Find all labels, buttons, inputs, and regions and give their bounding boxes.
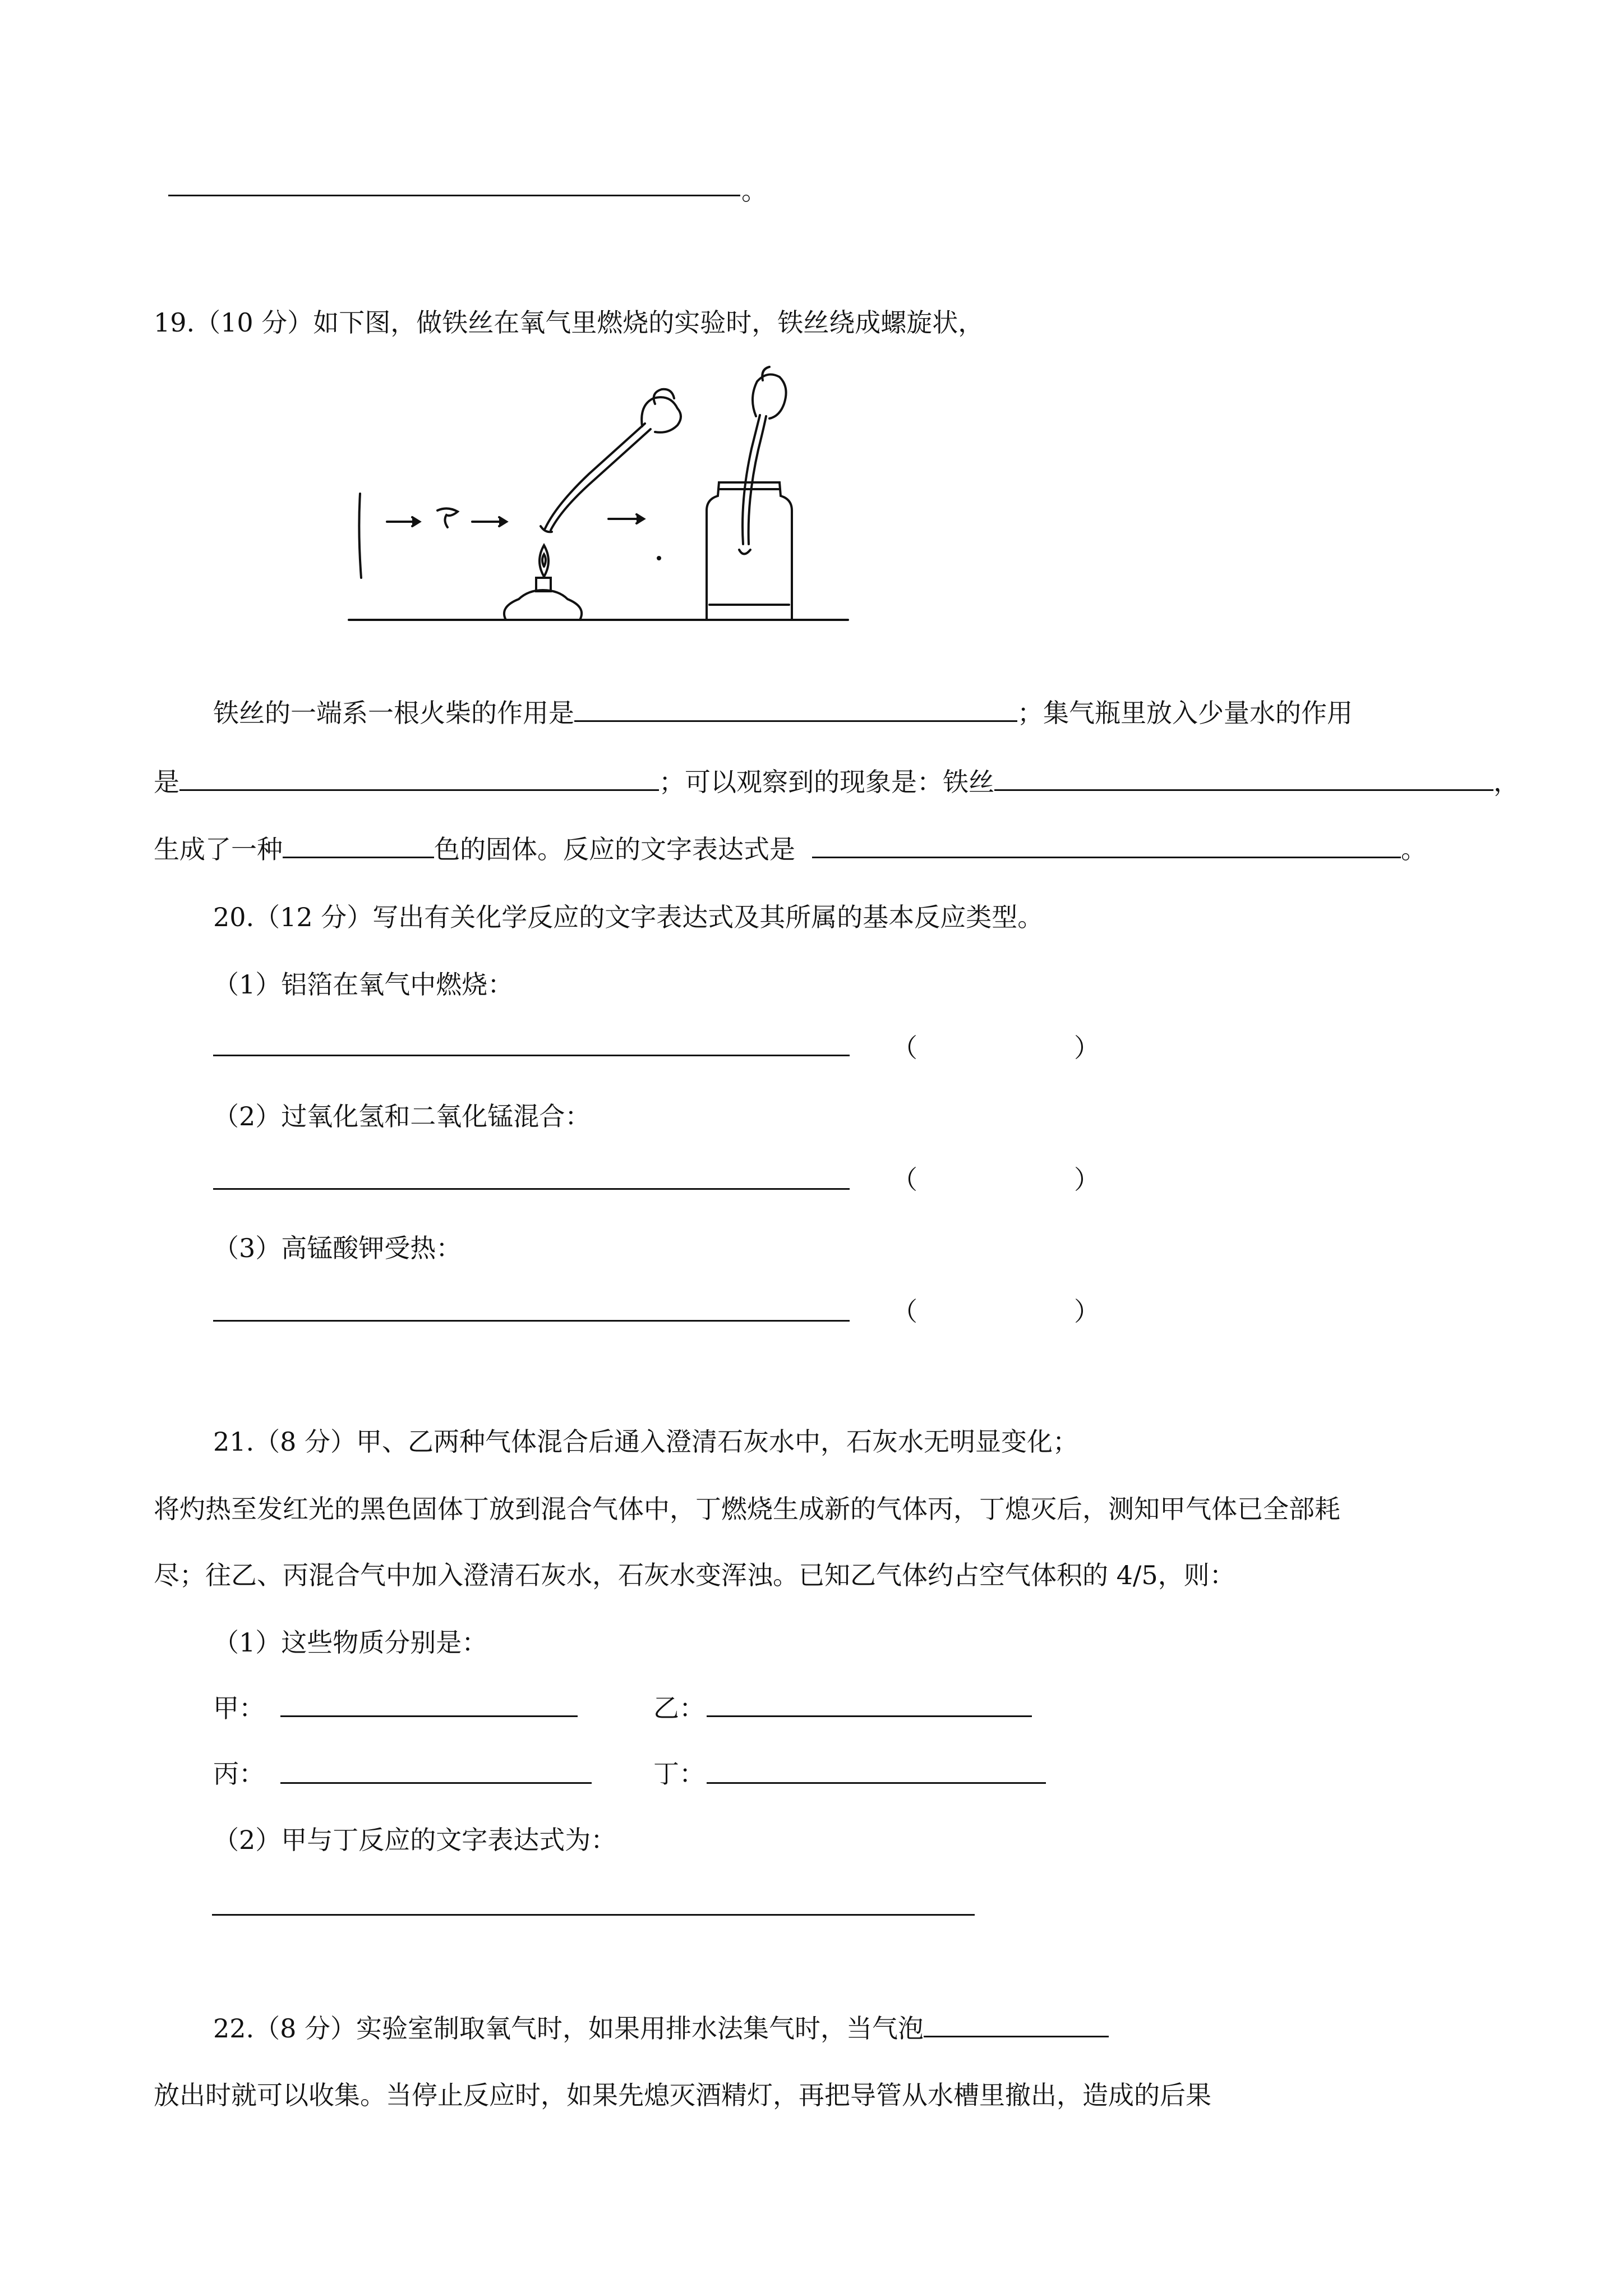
q20-item-1-answer-line[interactable] — [213, 1055, 850, 1056]
word-equation-blank[interactable] — [812, 832, 1401, 858]
q20-item-2-label: （2）过氧化氢和二氧化锰混合： — [213, 1101, 591, 1131]
water-purpose-blank[interactable] — [179, 765, 659, 791]
q21-line3: 尽；往乙、丙混合气中加入澄清石灰水，石灰水变浑浊。已知乙气体约占空气体积的 4/5，则： — [154, 1560, 1235, 1590]
q21-yi-blank[interactable] — [707, 1715, 1032, 1717]
q20-intro: 20.（12 分）写出有关化学反应的文字表达式及其所属的基本反应类型。 — [213, 902, 1044, 932]
q19-line1-text-a: 铁丝的一端系一根火柴的作用是 — [213, 698, 574, 728]
match-purpose-blank[interactable] — [574, 696, 1017, 722]
q21-part1-label: （1）这些物质分别是： — [213, 1627, 488, 1658]
q19-line3-period: 。 — [1401, 834, 1427, 864]
bubble-condition-blank[interactable] — [924, 2011, 1109, 2037]
q19-line3-text-b: 色的固体。反应的文字表达式是 — [434, 834, 795, 864]
q19-line2-text-b: ；可以观察到的现象是：铁丝 — [659, 767, 994, 797]
phenomenon-blank[interactable] — [994, 765, 1493, 791]
q21-part2-label: （2）甲与丁反应的文字表达式为： — [213, 1825, 617, 1855]
q22-line2: 放出时就可以收集。当停止反应时，如果先熄灭酒精灯，再把导管从水槽里撤出，造成的后果 — [154, 2080, 1211, 2110]
q20-item-1-paren-close[interactable]: ） — [1074, 1033, 1100, 1063]
q21-line2: 将灼热至发红光的黑色固体丁放到混合气体中，丁燃烧生成新的气体丙，丁熄灭后，测知甲气体已全部耗 — [154, 1494, 1340, 1524]
q19-line2-comma: ， — [1493, 767, 1519, 797]
q21-ding-blank[interactable] — [707, 1782, 1046, 1784]
q21-jia-label: 甲： — [213, 1693, 265, 1723]
q19-line1 — [213, 696, 1353, 730]
q20-item-3-answer-line[interactable] — [213, 1320, 850, 1322]
q20-item-2-paren-close[interactable]: ） — [1074, 1165, 1100, 1195]
q20-item-3-paren-close[interactable]: ） — [1074, 1296, 1100, 1327]
q19-intro: 19.（10 分）如下图，做铁丝在氧气里燃烧的实验时，铁丝绕成螺旋状， — [154, 307, 984, 338]
q21-ding-label: 丁： — [653, 1759, 705, 1789]
answer-line-top[interactable] — [168, 195, 740, 196]
q20-item-2-paren-open: （ — [892, 1165, 917, 1195]
q21-equation-blank[interactable] — [212, 1914, 975, 1916]
q20-item-3-label: （3）高锰酸钾受热： — [213, 1233, 462, 1263]
q19-line2 — [154, 765, 1519, 799]
q21-bing-label: 丙： — [213, 1759, 265, 1789]
q21-jia-blank[interactable] — [280, 1715, 578, 1717]
iron-wire-experiment-figure — [348, 365, 864, 634]
q22-line1-text: 22.（8 分）实验室制取氧气时，如果用排水法集气时，当气泡 — [213, 2013, 924, 2044]
q20-item-2-answer-line[interactable] — [213, 1188, 850, 1190]
q19-line2-text-a: 是 — [154, 767, 179, 797]
q20-item-1-paren-open: （ — [892, 1033, 917, 1063]
q21-yi-label: 乙： — [653, 1693, 705, 1723]
period-top: 。 — [741, 176, 767, 206]
q21-intro: 21.（8 分）甲、乙两种气体混合后通入澄清石灰水中，石灰水无明显变化； — [213, 1427, 1079, 1457]
solid-color-blank[interactable] — [283, 832, 434, 858]
q19-line1-text-b: ；集气瓶里放入少量水的作用 — [1017, 698, 1353, 728]
q20-item-1-label: （1）铝箔在氧气中燃烧： — [213, 969, 514, 1000]
q21-bing-blank[interactable] — [280, 1782, 592, 1784]
q19-line3 — [154, 832, 1427, 866]
q19-line3-text-a: 生成了一种 — [154, 834, 283, 864]
q22-line1 — [213, 2011, 1109, 2045]
q20-item-3-paren-open: （ — [892, 1296, 917, 1327]
